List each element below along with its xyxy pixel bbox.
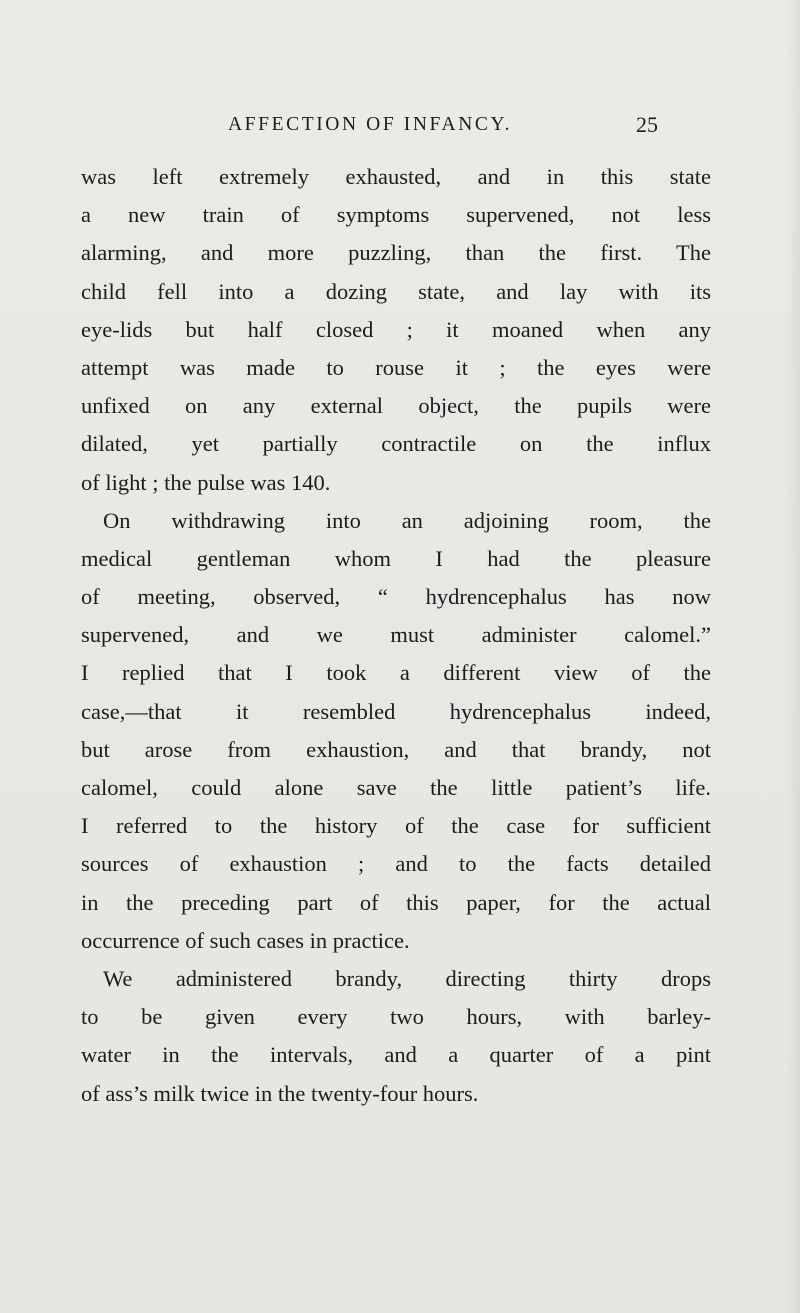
page-number: 25 (636, 112, 658, 137)
text-line: unfixed on any external object, the pupils were (81, 393, 711, 419)
running-title: AFFECTION OF INFANCY. (228, 114, 513, 135)
text-line: I replied that I took a different view of the (81, 660, 711, 686)
text-line: On withdrawing into an adjoining room, the (103, 507, 711, 533)
text-line: I referred to the history of the case for sufficient (81, 813, 711, 839)
text-line: occurrence of such cases in practice. (81, 927, 410, 953)
text-line: sources of exhaustion ; and to the facts detailed (81, 851, 711, 877)
text-line: but arose from exhaustion, and that brandy, not (81, 736, 711, 762)
text-line: medical gentleman whom I had the pleasure (81, 545, 711, 571)
text-line: of light ; the pulse was 140. (81, 469, 331, 495)
text-line: water in the intervals, and a quarter of a pint (81, 1042, 711, 1068)
text-line: of ass’s milk twice in the twenty-four hours. (81, 1080, 479, 1106)
text-line: of meeting, observed, “ hydrencephalus has now (81, 584, 711, 610)
text-line: in the preceding part of this paper, for the actual (81, 889, 711, 915)
page-edge-shadow (786, 0, 800, 1313)
text-line: child fell into a dozing state, and lay with its (81, 278, 711, 304)
text-line: attempt was made to rouse it ; the eyes were (81, 354, 711, 380)
text-line: We administered brandy, directing thirty drops (103, 965, 711, 991)
text-line: eye-lids but half closed ; it moaned when any (81, 316, 711, 342)
running-head (228, 110, 658, 140)
text-line: alarming, and more puzzling, than the first. The (81, 240, 711, 266)
text-line: a new train of symptoms supervened, not less (81, 202, 711, 228)
text-line: to be given every two hours, with barley- (81, 1004, 711, 1030)
text-line: case,—that it resembled hydrencephalus indeed, (81, 698, 711, 724)
text-line: calomel, could alone save the little patient’s life. (81, 775, 711, 800)
body-text (81, 158, 711, 1113)
text-line: dilated, yet partially contractile on the influx (81, 431, 711, 457)
text-line: was left extremely exhausted, and in this state (81, 164, 711, 189)
text-line: supervened, and we must administer calomel.” (81, 622, 711, 648)
